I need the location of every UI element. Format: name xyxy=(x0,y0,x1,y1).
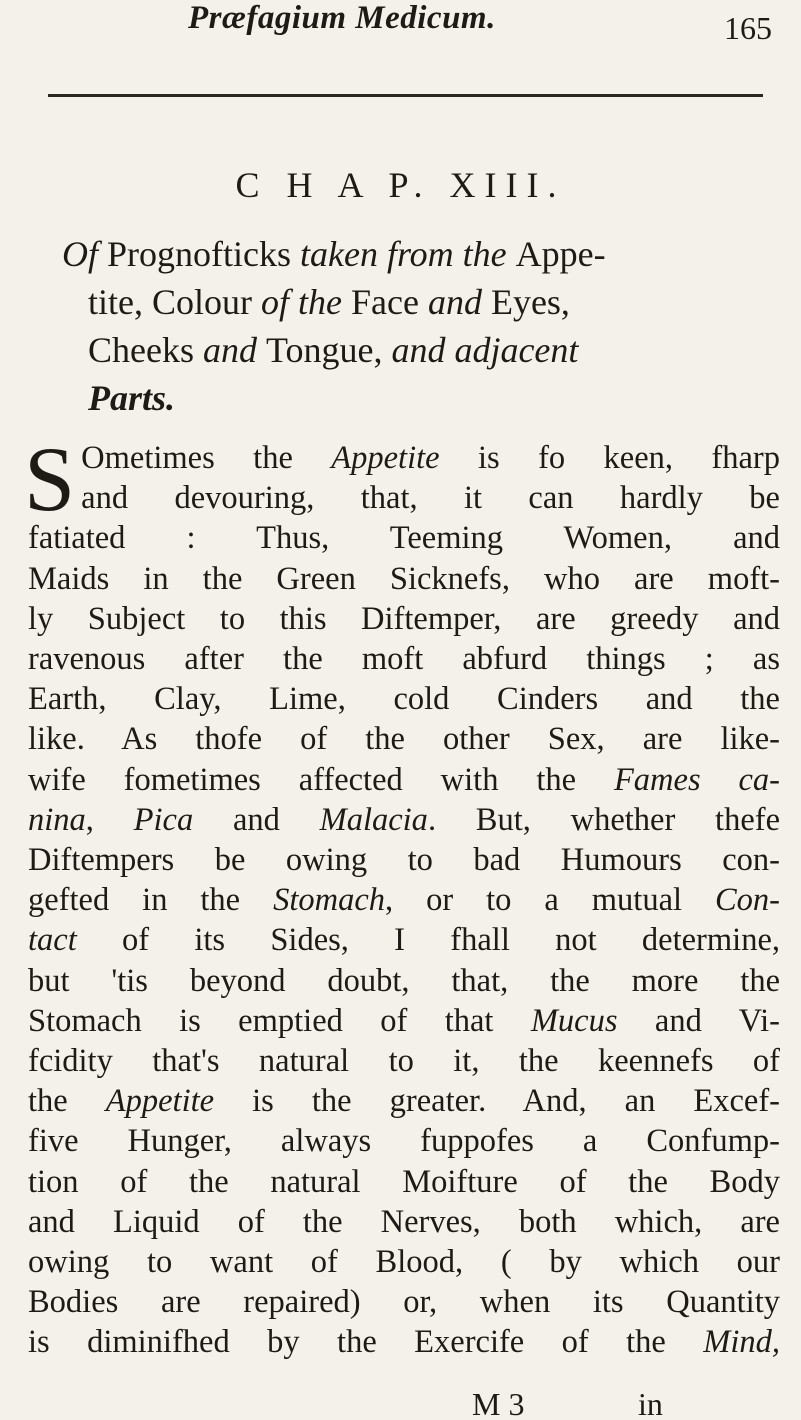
text-run: and Liquid of the Nerves, both which, are xyxy=(28,1203,780,1240)
body-line xyxy=(28,679,780,719)
body-line xyxy=(28,599,780,639)
body-line xyxy=(28,1121,780,1161)
title-line xyxy=(62,326,752,374)
italic-run: nina xyxy=(28,801,86,838)
text-run: five Hunger, always fuppofes a Confump- xyxy=(28,1123,780,1160)
text-run: wife fometimes affected with the xyxy=(28,761,614,798)
text-run: Maids in the Green Sicknefs, who are moft- xyxy=(28,560,780,597)
page-number: 165 xyxy=(724,10,772,46)
text-run: is the greater. And, an Excef- xyxy=(252,1083,780,1120)
text-run: Cheeks xyxy=(88,330,203,370)
italic-run: Mucus xyxy=(530,1002,655,1039)
text-run: of its Sides, I fhall not determine, xyxy=(122,922,780,959)
italic-run: Mind, xyxy=(703,1324,780,1361)
italic-run: Stomach xyxy=(273,882,386,919)
text-run: . But, whether thefe xyxy=(427,801,780,838)
body-line xyxy=(28,961,780,1001)
body-line xyxy=(28,719,780,759)
text-run: fcidity that's natural to it, the keennefs of xyxy=(28,1043,780,1080)
text-run: Earth, Clay, Lime, cold Cinders and the xyxy=(28,681,780,718)
catchword: in xyxy=(638,1386,663,1420)
body-line xyxy=(28,1041,780,1081)
italic-run: Fames ca- xyxy=(613,761,780,798)
body-line xyxy=(28,1162,780,1202)
text-run: Bodies are repaired) or, when its Quantity xyxy=(28,1284,780,1321)
text-run: the xyxy=(28,1083,106,1120)
text-run: Tongue, xyxy=(265,330,392,370)
text-run: Diftempers be owing to bad Humours con- xyxy=(28,842,780,879)
running-head: Præfagium Medicum. xyxy=(188,0,496,36)
title-line xyxy=(62,374,752,422)
body-line xyxy=(28,1242,780,1282)
chapter-title xyxy=(62,230,752,422)
drop-cap: S xyxy=(24,428,76,530)
italic-run: Con- xyxy=(715,882,780,919)
body-line xyxy=(28,1081,780,1121)
italic-run: Pica xyxy=(133,801,233,838)
body-text xyxy=(24,428,780,1363)
text-run: , xyxy=(85,801,134,838)
italic-run: tact xyxy=(28,922,123,959)
text-run: ly Subject to this Diftemper, are greedy and xyxy=(28,600,780,637)
italic-run: and xyxy=(202,330,266,370)
body-line xyxy=(28,920,780,960)
text-run: tion of the natural Moifture of the Body xyxy=(28,1163,780,1200)
italic-run: of the xyxy=(261,282,351,322)
text-run: , or to a mutual xyxy=(385,882,715,919)
text-run: Eyes, xyxy=(490,282,570,322)
body-line xyxy=(28,438,780,478)
text-run: Face xyxy=(350,282,428,322)
body-line xyxy=(28,800,780,840)
text-run: Stomach is emptied of that xyxy=(28,1002,531,1039)
text-run: ravenous after the moft abfurd things ; as xyxy=(28,641,780,678)
title-line xyxy=(62,278,752,326)
italic-run: Of xyxy=(62,234,107,274)
text-run: but 'tis beyond doubt, that, the more the xyxy=(28,962,780,999)
text-run: gefted in the xyxy=(28,882,274,919)
text-run: is fo keen, fharp xyxy=(477,440,780,476)
text-run: fatiated : Thus, Teeming Women, and xyxy=(28,520,780,557)
text-run: and xyxy=(232,801,320,838)
body-line xyxy=(28,840,780,880)
italic-run: Malacia xyxy=(319,801,428,838)
body-line xyxy=(28,478,780,518)
body-line xyxy=(28,880,780,920)
text-run: and devouring, that, it can hardly be xyxy=(81,480,780,517)
body-line xyxy=(28,1282,780,1322)
text-run: Appe- xyxy=(515,234,606,274)
title-line xyxy=(62,230,752,278)
italic-run: Appetite xyxy=(331,440,478,476)
text-run: and Vi- xyxy=(654,1002,780,1039)
text-run: like. As thofe of the other Sex, are like- xyxy=(28,721,780,758)
header-rule xyxy=(48,94,763,97)
body-line xyxy=(28,518,780,558)
body-line xyxy=(28,1202,780,1242)
italic-run: and adjacent xyxy=(391,330,579,370)
text-run: Prognofticks xyxy=(107,234,300,274)
chapter-heading: C H A P. XIII. xyxy=(235,165,566,205)
italic-run: Appetite xyxy=(105,1083,253,1120)
text-run: is diminifhed by the Exercife of the xyxy=(28,1324,704,1361)
text-run: Ometimes the xyxy=(81,440,332,476)
text-run: tite, Colour xyxy=(88,282,261,322)
signature-mark: M 3 xyxy=(472,1386,525,1420)
body-line xyxy=(28,639,780,679)
text-run: owing to want of Blood, ( by which our xyxy=(28,1244,780,1281)
body-line xyxy=(28,760,780,800)
italic-run: taken from the xyxy=(300,234,516,274)
body-line xyxy=(28,1322,780,1362)
body-line xyxy=(28,1001,780,1041)
italic-run: and xyxy=(427,282,491,322)
italic-run: Parts. xyxy=(88,378,176,418)
body-line xyxy=(28,559,780,599)
